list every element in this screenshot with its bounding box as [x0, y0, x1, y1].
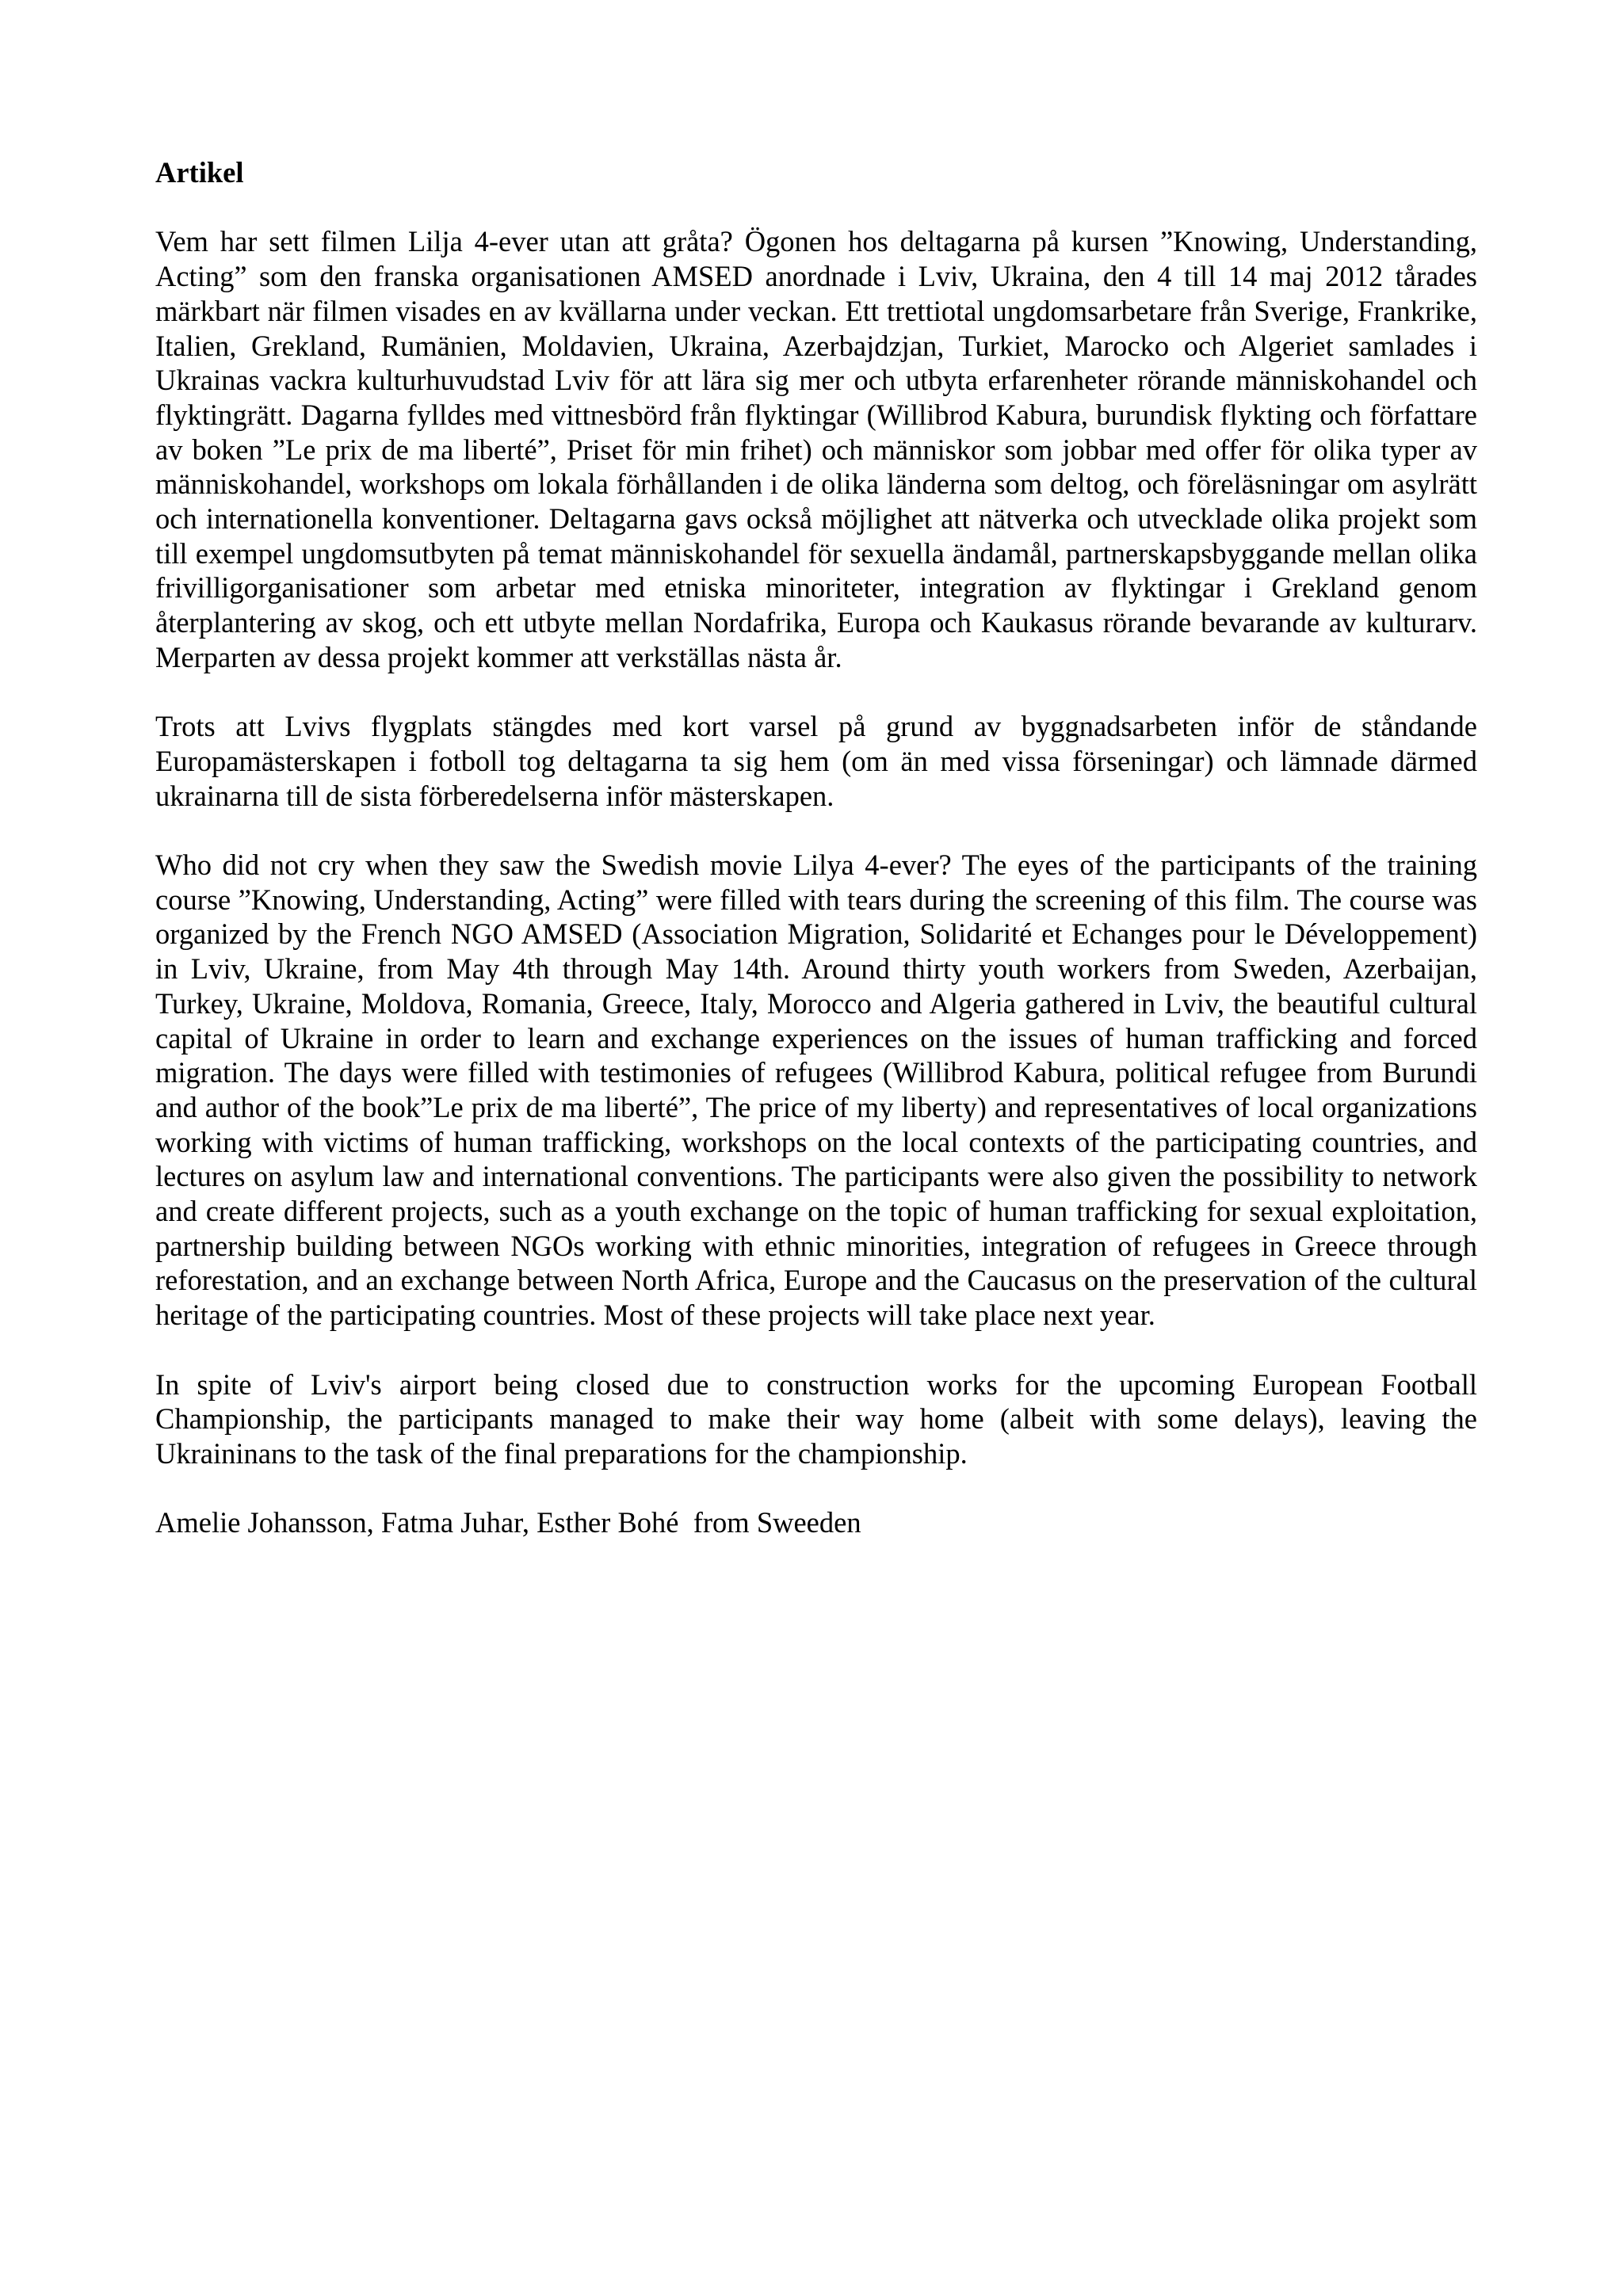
paragraph-english-airport: In spite of Lviv's airport being closed due to construction works for the upcoming European Football Championship, the participants managed to make their way home (albeit with some delays), leaving the Ukraininans to the task of the final preparations for the championship.: [155, 1367, 1477, 1470]
document-page: [155, 155, 1477, 1540]
paragraph-swedish-main: Vem har sett filmen Lilja 4-ever utan att gråta? Ögonen hos deltagarna på kursen ”Knowing, Understanding, Acting” som den franska organisationen AMSED anordnade i Lviv, Ukraina, den 4 till 14 maj 2012 tårades märkbart när filmen visades en av kvällarna under veckan. Ett trettiotal ungdomsarbetare från Sverige, Frankrike, Italien, Grekland, Rumänien, Moldavien, Ukraina, Azerbajdzjan, Turkiet, Marocko och Algeriet samlades i Ukrainas vackra kulturhuvudstad Lviv för att lära sig mer och utbyta erfarenheter rörande människohandel och flyktingrätt. Dagarna fylldes med vittnesbörd från flyktingar (Willibrod Kabura, burundisk flykting och författare av boken ”Le prix de ma liberté”, Priset för min frihet) och människor som jobbar med offer för olika typer av människohandel, workshops om lokala förhållanden i de olika länderna som deltog, och föreläsningar om asylrätt och internationella konventioner. Deltagarna gavs också möjlighet att nätverka och utvecklade olika projekt som till exempel ungdomsutbyten på temat människohandel för sexuella ändamål, partnerskapsbyggande mellan olika frivilligorganisationer som arbetar med etniska minoriteter, integration av flyktingar i Grekland genom återplantering av skog, och ett utbyte mellan Nordafrika, Europa och Kaukasus rörande bevarande av kulturarv. Merparten av dessa projekt kommer att verkställas nästa år.: [155, 225, 1477, 673]
paragraph-swedish-airport: Trots att Lvivs flygplats stängdes med kort varsel på grund av byggnadsarbeten inför de ståndande Europamästerskapen i fotboll tog deltagarna ta sig hem (om än med vissa förseningar) och lämnade därmed ukrainarna till de sista förberedelserna inför mästerskapen.: [155, 710, 1477, 812]
article-heading: Artikel: [155, 156, 244, 189]
paragraph-english-main: Who did not cry when they saw the Swedish movie Lilya 4-ever? The eyes of the participants of the training course ”Knowing, Understanding, Acting” were filled with tears during the screening of this film. The course was organized by the French NGO AMSED (Association Migration, Solidarité et Echanges pour le Développement) in Lviv, Ukraine, from May 4th through May 14th. Around thirty youth workers from Sweden, Azerbaijan, Turkey, Ukraine, Moldova, Romania, Greece, Italy, Morocco and Algeria gathered in Lviv, the beautiful cultural capital of Ukraine in order to learn and exchange experiences on the issues of human trafficking and forced migration. The days were filled with testimonies of refugees (Willibrod Kabura, political refugee from Burundi and author of the book”Le prix de ma liberté”, The price of my liberty) and representatives of local organizations working with victims of human trafficking, workshops on the local contexts of the participating countries, and lectures on asylum law and international conventions. The participants were also given the possibility to network and create different projects, such as a youth exchange on the topic of human trafficking for sexual exploitation, partnership building between NGOs working with ethnic minorities, integration of refugees in Greece through reforestation, and an exchange between North Africa, Europe and the Caucasus on the preservation of the cultural heritage of the participating countries. Most of these projects will take place next year.: [155, 849, 1477, 1332]
author-signature: Amelie Johansson, Fatma Juhar, Esther Bohé from Sweeden: [155, 1506, 861, 1539]
